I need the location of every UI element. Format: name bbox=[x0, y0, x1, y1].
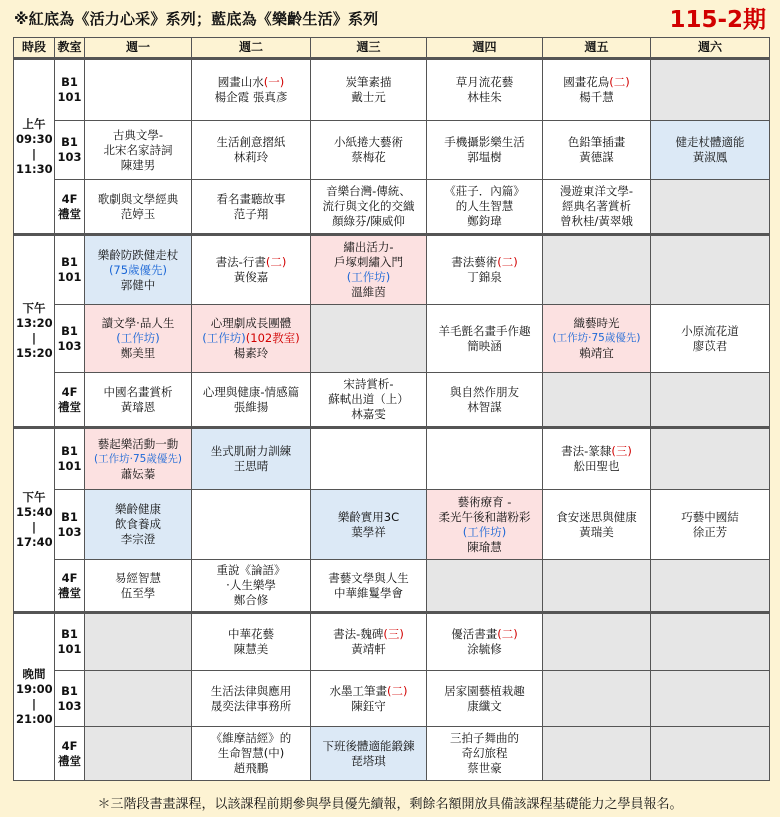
course-cell-empty bbox=[543, 671, 651, 727]
course-cell-empty bbox=[651, 613, 770, 671]
course-cell-vitality-series: 讀文學‧品人生 (工作坊) 鄭美里 bbox=[85, 305, 192, 373]
course-cell-empty bbox=[311, 305, 427, 373]
table-row bbox=[14, 428, 770, 490]
room-label: B1 103 bbox=[55, 121, 85, 180]
room-label: B1 101 bbox=[55, 235, 85, 305]
course-cell: 小紙捲大藝術 蔡梅花 bbox=[311, 121, 427, 180]
course-cell-empty bbox=[651, 180, 770, 235]
course-cell-empty bbox=[651, 428, 770, 490]
course-cell-empty bbox=[543, 613, 651, 671]
course-cell: 小原流花道 廖苡君 bbox=[651, 305, 770, 373]
course-cell: 古典文學- 北宋名家詩詞 陳建男 bbox=[85, 121, 192, 180]
course-cell: 三拍子舞曲的 奇幻旅程 蔡世豪 bbox=[427, 727, 543, 781]
room-label: B1 103 bbox=[55, 671, 85, 727]
course-cell: 《莊子．內篇》 的人生智慧 鄭鈞瑋 bbox=[427, 180, 543, 235]
course-cell-vitality-series: 心理劇成長團體 (工作坊)(102教室) 楊素玲 bbox=[192, 305, 311, 373]
table-row bbox=[14, 180, 770, 235]
col-header-sat: 週六 bbox=[651, 38, 770, 59]
table-row bbox=[14, 305, 770, 373]
course-cell: 《維摩詰經》的 生命智慧(中) 趙飛鵬 bbox=[192, 727, 311, 781]
course-cell: 書法-行書(二) 黃俊嘉 bbox=[192, 235, 311, 305]
room-label: 4F 禮堂 bbox=[55, 727, 85, 781]
room-label: B1 101 bbox=[55, 613, 85, 671]
course-cell-empty bbox=[651, 671, 770, 727]
course-cell: 書藝文學與人生 中華維鬘學會 bbox=[311, 560, 427, 613]
course-cell: 羊毛氈名畫手作趣 簡映涵 bbox=[427, 305, 543, 373]
col-header-slot: 時段 bbox=[14, 38, 55, 59]
room-label: 4F 禮堂 bbox=[55, 560, 85, 613]
course-cell: 生活創意摺紙 林莉玲 bbox=[192, 121, 311, 180]
course-cell: 歌劇與文學經典 范婷玉 bbox=[85, 180, 192, 235]
course-cell: 色鉛筆插畫 黃德謀 bbox=[543, 121, 651, 180]
course-cell: 國畫山水(一) 楊企霞 張真彥 bbox=[192, 59, 311, 121]
course-cell: 書法-篆隸(三) 舩田聖也 bbox=[543, 428, 651, 490]
room-label: B1 101 bbox=[55, 428, 85, 490]
course-cell-empty bbox=[85, 671, 192, 727]
course-cell-vitality-series: 織藝時光 (工作坊‧75歲優先) 賴靖宜 bbox=[543, 305, 651, 373]
col-header-fri: 週五 bbox=[543, 38, 651, 59]
table-row bbox=[14, 560, 770, 613]
table-row bbox=[14, 490, 770, 560]
course-cell: 草月流花藝 林桂朱 bbox=[427, 59, 543, 121]
course-cell-empty bbox=[543, 235, 651, 305]
col-header-mon: 週一 bbox=[85, 38, 192, 59]
col-header-thu: 週四 bbox=[427, 38, 543, 59]
course-cell: 食安迷思與健康 黃瑞美 bbox=[543, 490, 651, 560]
room-label: B1 103 bbox=[55, 490, 85, 560]
time-slot-afternoon-2: 下午 15:40 | 17:40 bbox=[14, 428, 55, 613]
course-cell-vitality-series: 繡出活力- 戶塚刺繡入門 (工作坊) 溫維茵 bbox=[311, 235, 427, 305]
course-cell-lerning-series: 下班後體適能鍛鍊 琵塔琪 bbox=[311, 727, 427, 781]
course-cell: 與自然作朋友 林智謀 bbox=[427, 373, 543, 428]
course-cell-empty bbox=[543, 373, 651, 428]
room-label: B1 101 bbox=[55, 59, 85, 121]
course-cell: 手機攝影樂生活 郭塭樹 bbox=[427, 121, 543, 180]
room-label: B1 103 bbox=[55, 305, 85, 373]
course-cell: 書法-魏碑(三) 黃靖軒 bbox=[311, 613, 427, 671]
course-cell: 心理與健康-情感篇 張維揚 bbox=[192, 373, 311, 428]
course-cell: 漫遊東洋文學- 經典名著賞析 曾秋桂/黃翠娥 bbox=[543, 180, 651, 235]
col-header-tue: 週二 bbox=[192, 38, 311, 59]
course-cell-empty bbox=[427, 428, 543, 490]
course-cell: 音樂台灣-傳統、 流行與文化的交織 顏綠芬/陳威仰 bbox=[311, 180, 427, 235]
course-cell-vitality-series: 藝起樂活動一動 (工作坊‧75歲優先) 蕭妘蓁 bbox=[85, 428, 192, 490]
course-cell-lerning-series: 健走杖體適能 黃淑鳳 bbox=[651, 121, 770, 180]
table-row bbox=[14, 727, 770, 781]
course-cell-lerning-series: 樂齡防跌健走杖 (75歲優先) 郭健中 bbox=[85, 235, 192, 305]
course-cell-empty bbox=[85, 727, 192, 781]
course-cell-empty bbox=[651, 560, 770, 613]
course-cell-empty bbox=[651, 727, 770, 781]
course-cell-vitality-series: 藝術療育 - 柔光午後和諧粉彩 (工作坊) 陳瑜慧 bbox=[427, 490, 543, 560]
course-cell: 宋詩賞析- 蘇軾出道（上） 林嘉雯 bbox=[311, 373, 427, 428]
course-cell: 生活法律與應用 晟奕法律事務所 bbox=[192, 671, 311, 727]
table-row bbox=[14, 613, 770, 671]
course-cell: 看名畫聽故事 范子翔 bbox=[192, 180, 311, 235]
course-cell-empty bbox=[192, 490, 311, 560]
course-cell: 書法藝術(二) 丁錦泉 bbox=[427, 235, 543, 305]
term-title: 115-2期 bbox=[669, 7, 766, 33]
table-row bbox=[14, 59, 770, 121]
course-cell-empty bbox=[651, 373, 770, 428]
footnote: ＊三階段書畫課程，以該課程前期參與學員優先續報，剩餘名額開放具備該課程基礎能力之學員報名。 bbox=[97, 797, 683, 812]
course-cell-empty bbox=[85, 613, 192, 671]
course-cell-empty bbox=[543, 727, 651, 781]
course-cell: 重說《論語》 ‧人生樂學 鄭合修 bbox=[192, 560, 311, 613]
course-cell-empty bbox=[651, 59, 770, 121]
header-row bbox=[14, 38, 770, 59]
course-cell: 炭筆素描 戴士元 bbox=[311, 59, 427, 121]
col-header-wed: 週三 bbox=[311, 38, 427, 59]
schedule-table bbox=[13, 37, 770, 781]
time-slot-morning: 上午 09:30 | 11:30 bbox=[14, 59, 55, 235]
course-cell-empty bbox=[311, 428, 427, 490]
course-cell: 中國名畫賞析 黃璿恩 bbox=[85, 373, 192, 428]
course-cell-lerning-series: 樂齡實用3C 葉學祥 bbox=[311, 490, 427, 560]
course-cell-lerning-series: 樂齡健康 飲食養成 李宗澄 bbox=[85, 490, 192, 560]
time-slot-evening: 晚間 19:00 | 21:00 bbox=[14, 613, 55, 781]
course-cell: 國畫花鳥(二) 楊千慧 bbox=[543, 59, 651, 121]
table-row bbox=[14, 121, 770, 180]
course-cell: 水墨工筆畫(二) 陳鈺守 bbox=[311, 671, 427, 727]
time-slot-afternoon-1: 下午 13:20 | 15:20 bbox=[14, 235, 55, 428]
table-row bbox=[14, 235, 770, 305]
course-cell: 巧藝中國結 徐正芳 bbox=[651, 490, 770, 560]
course-cell: 易經智慧 伍至學 bbox=[85, 560, 192, 613]
page-header bbox=[0, 0, 780, 38]
course-cell: 居家園藝植栽趣 康纖文 bbox=[427, 671, 543, 727]
course-cell-empty bbox=[427, 560, 543, 613]
course-cell-empty bbox=[85, 59, 192, 121]
room-label: 4F 禮堂 bbox=[55, 180, 85, 235]
course-cell: 中華花藝 陳慧美 bbox=[192, 613, 311, 671]
series-legend: ※紅底為《活力心采》系列；藍底為《樂齡生活》系列 bbox=[14, 10, 379, 28]
course-cell-empty bbox=[543, 560, 651, 613]
room-label: 4F 禮堂 bbox=[55, 373, 85, 428]
table-row bbox=[14, 671, 770, 727]
course-cell-lerning-series: 坐式肌耐力訓練 王思晴 bbox=[192, 428, 311, 490]
table-row bbox=[14, 373, 770, 428]
col-header-room: 教室 bbox=[55, 38, 85, 59]
course-cell: 優活書畫(二) 涂毓修 bbox=[427, 613, 543, 671]
course-cell-empty bbox=[651, 235, 770, 305]
